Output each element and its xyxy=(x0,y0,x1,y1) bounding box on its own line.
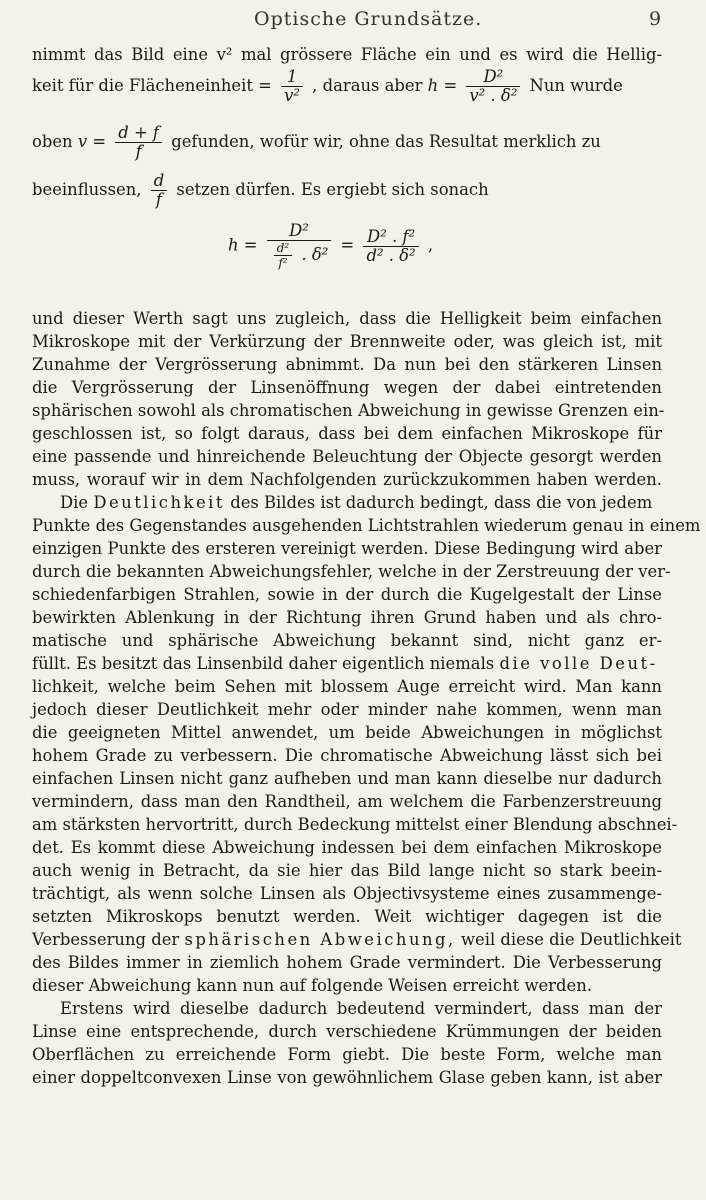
text-line-38: Oberflächen zu erreichende Form giebt. Die beste Form, welche man xyxy=(32,1045,662,1064)
fraction-denominator xyxy=(267,241,332,270)
text-line-16: einzigen Punkte des ersteren vereinigt werden. Diese Bedingung wird aber xyxy=(32,539,662,558)
text-line-13: muss, worauf wir in dem Nachfolgenden zurückzukommen haben werden. xyxy=(32,470,662,489)
text-fragment: beeinflussen, xyxy=(32,180,142,199)
math-h-equals: h = xyxy=(228,235,258,255)
fraction-numerator: D² xyxy=(466,68,520,87)
display-formula xyxy=(228,222,433,270)
text-fragment: Die xyxy=(60,493,89,512)
text-line-27: vermindern, dass man den Randtheil, am welchem die Farbenzerstreuung xyxy=(32,792,662,811)
fraction-denominator: v² . δ² xyxy=(469,86,518,105)
fraction-numerator: d xyxy=(151,172,168,191)
text-line-17: durch die bekannten Abweichungsfehler, welche in der Zerstreuung der ver- xyxy=(32,562,671,581)
text-fragment: gefunden, wofür wir, ohne das Resultat merklich zu xyxy=(171,132,601,151)
fraction-denominator: f xyxy=(155,190,162,209)
text-line-8: Zunahme der Vergrösserung abnimmt. Da nun bei den stärkeren Linsen xyxy=(32,355,662,374)
fraction-denominator: v² xyxy=(284,86,300,105)
text-line-37: Linse eine entsprechende, durch verschiedene Krümmungen der beiden xyxy=(32,1022,662,1041)
text-line-35: dieser Abweichung kann nun auf folgende Weisen erreicht werden. xyxy=(32,976,592,995)
text-line-12: eine passende und hinreichende Beleuchtung der Objecte gesorgt werden xyxy=(32,447,662,466)
fraction-1-over-v2 xyxy=(281,68,303,105)
text-line-9: die Vergrösserung der Linsenöffnung wegen der dabei eintretenden xyxy=(32,378,662,397)
text-line-1: nimmt das Bild eine v² mal grössere Fläche ein und es wird die Hellig- xyxy=(32,45,662,64)
fraction-denominator: f xyxy=(135,142,142,161)
text-line-22: lichkeit, welche beim Sehen mit blossem Auge erreicht wird. Man kann xyxy=(32,677,662,696)
text-fragment: Nun wurde xyxy=(529,76,623,95)
text-fragment: füllt. Es besitzt das Linsenbild daher eigentlich niemals xyxy=(32,654,495,673)
math-comma: , xyxy=(427,235,434,255)
fraction-d2-over-f2 xyxy=(274,241,293,270)
text-line-33 xyxy=(32,929,682,951)
text-line-4 xyxy=(32,172,662,216)
text-line-29: det. Es kommt diese Abweichung indessen bei dem einfachen Mikroskope xyxy=(32,838,662,857)
fraction-numerator: D² xyxy=(267,222,332,241)
text-fragment: setzen dürfen. Es ergiebt sich sonach xyxy=(176,180,489,199)
text-fragment: oben xyxy=(32,132,73,151)
text-line-19: bewirkten Ablenkung in der Richtung ihren Grund haben und als chro- xyxy=(32,608,662,627)
math-times-delta2: . δ² xyxy=(301,245,329,264)
text-line-18: schiedenfarbigen Strahlen, sowie in der durch die Kugelgestalt der Linse xyxy=(32,585,662,604)
fraction-D2f2-over-d2delta2 xyxy=(363,228,418,265)
fraction-d-plus-f-over-f xyxy=(115,124,162,161)
page-header xyxy=(0,8,706,32)
text-line-21 xyxy=(32,653,662,675)
text-line-28: am stärksten hervortritt, durch Bedeckung mittelst einer Blendung abschnei- xyxy=(32,815,678,834)
text-line-11: geschlossen ist, so folgt daraus, dass bei dem einfachen Mikroskope für xyxy=(32,424,662,443)
text-line-36: Erstens wird dieselbe dadurch bedeutend vermindert, dass man der xyxy=(60,999,662,1018)
text-line-25: hohem Grade zu verbessern. Die chromatische Abweichung lässt sich bei xyxy=(32,746,662,765)
text-line-23: jedoch dieser Deutlichkeit mehr oder minder nahe kommen, wenn man xyxy=(32,700,662,719)
text-line-39: einer doppeltconvexen Linse von gewöhnlichem Glase geben kann, ist aber xyxy=(32,1068,662,1087)
fraction-D2-over-complex xyxy=(267,222,332,270)
math-h-equals: h = xyxy=(427,76,458,95)
text-line-30: auch wenig in Betracht, da sie hier das Bild lange nicht so stark beein- xyxy=(32,861,662,880)
fraction-numerator: d² xyxy=(274,241,293,256)
text-line-3 xyxy=(32,124,662,168)
text-line-26: einfachen Linsen nicht ganz aufheben und man kann dieselbe nur dadurch xyxy=(32,769,662,788)
text-line-2 xyxy=(32,68,662,108)
text-fragment: Verbesserung der xyxy=(32,930,180,949)
text-line-34: des Bildes immer in ziemlich hohem Grade vermindert. Die Verbesserung xyxy=(32,953,662,972)
text-fragment: , daraus aber xyxy=(312,76,423,95)
fraction-numerator: D² . f² xyxy=(363,228,418,247)
emphasis-spharischen: sphärischen Abweichung, xyxy=(184,930,456,949)
text-line-31: trächtigt, als wenn solche Linsen als Objectivsysteme eines zusammenge- xyxy=(32,884,662,903)
fraction-d-over-f xyxy=(151,172,168,209)
math-equals: = xyxy=(340,235,355,255)
text-fragment: weil diese die Deutlichkeit xyxy=(460,930,682,949)
fraction-denominator: f² xyxy=(278,256,288,270)
text-line-20: matische und sphärische Abweichung bekannt sind, nicht ganz er- xyxy=(32,631,662,650)
fraction-numerator: d + f xyxy=(115,124,162,143)
text-line-6: und dieser Werth sagt uns zugleich, dass die Helligkeit beim einfachen xyxy=(32,309,662,328)
text-line-14 xyxy=(60,492,662,514)
text-line-15: Punkte des Gegenstandes ausgehenden Lichtstrahlen wiederum genau in einem xyxy=(32,516,701,535)
emphasis-die: die volle Deut- xyxy=(499,654,658,673)
text-line-32: setzten Mikroskops benutzt werden. Weit wichtiger dagegen ist die xyxy=(32,907,662,926)
math-v-equals: v = xyxy=(77,132,107,151)
fraction-numerator: 1 xyxy=(281,68,303,87)
fraction-D2-over-v2-delta2 xyxy=(466,68,520,105)
text-line-10: sphärischen sowohl als chromatischen Abweichung in gewisse Grenzen ein- xyxy=(32,401,665,420)
page-number: 9 xyxy=(649,8,662,30)
text-fragment: des Bildes ist dadurch bedingt, dass die von jedem xyxy=(230,493,653,512)
text-fragment: keit für die Flächeneinheit = xyxy=(32,76,272,95)
fraction-denominator: d² . δ² xyxy=(366,245,416,265)
text-line-24: die geeigneten Mittel anwendet, um beide Abweichungen in möglichst xyxy=(32,723,662,742)
emphasis-deutlichkeit: Deutlichkeit xyxy=(93,493,225,512)
text-line-7: Mikroskope mit der Verkürzung der Brennweite oder, was gleich ist, mit xyxy=(32,332,662,351)
running-title: Optische Grundsätze. xyxy=(254,8,483,30)
